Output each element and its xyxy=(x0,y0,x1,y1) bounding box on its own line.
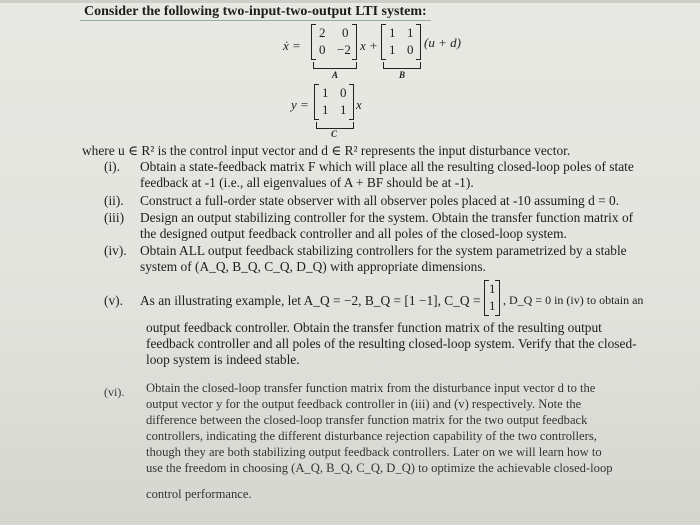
matrix-a-underbrace xyxy=(313,62,357,69)
matrix-b-21: 1 xyxy=(389,42,396,57)
page-title: Consider the following two-input-two-output LTI system: xyxy=(80,4,431,21)
matrix-b-label: B xyxy=(399,70,406,80)
matrix-c xyxy=(314,84,354,120)
item-vi-line-7: control performance. xyxy=(146,487,252,501)
output-eq-lhs: y = xyxy=(291,97,309,112)
item-iv-line-1: Obtain ALL output feedback stabilizing controllers for the system parametrized by a stable xyxy=(140,243,627,258)
item-v-line-1b: , D_Q = 0 in (iv) to obtain an xyxy=(503,293,644,307)
item-v-line-4: loop system is indeed stable. xyxy=(146,352,300,367)
item-i-line-2: feedback at -1 (i.e., all eigenvalues of A + BF should be at -1). xyxy=(140,175,474,190)
matrix-a-label: A xyxy=(332,70,339,80)
item-vi-line-3: difference between the closed-loop transfer function matrix for the two output feedback xyxy=(146,413,588,427)
matrix-b xyxy=(381,24,421,60)
item-iii-number: (iii) xyxy=(104,210,125,225)
item-vi-line-4: controllers, indicating the different disturbance rejection capability of the two controllers, xyxy=(146,429,597,443)
item-ii-line-1: Construct a full-order state observer with all observer poles placed at -10 assuming d = 0. xyxy=(140,193,620,208)
output-eq-tail: x xyxy=(356,97,362,112)
item-v-number: (v). xyxy=(104,293,123,308)
matrix-b-22: 0 xyxy=(407,42,414,57)
matrix-b-underbrace xyxy=(383,62,421,69)
top-rule xyxy=(0,0,700,3)
item-iv-line-2: system of (A_Q, B_Q, C_Q, D_Q) with appropriate dimensions. xyxy=(140,259,486,274)
item-vi-number: (vi). xyxy=(104,385,125,399)
item-i-line-1: Obtain a state-feedback matrix F which will place all the resulting closed-loop poles of state xyxy=(140,159,634,174)
item-ii-number: (ii). xyxy=(104,193,124,208)
matrix-a xyxy=(311,24,357,60)
matrix-cq xyxy=(484,280,500,316)
intro-text: where u ∈ R² is the control input vector and d ∈ R² represents the input disturbance vector. xyxy=(82,143,571,158)
matrix-a-11: 2 xyxy=(319,25,326,40)
item-v-line-1: As an illustrating example, let A_Q = −2, B_Q = [1 −1], C_Q = xyxy=(140,293,481,308)
matrix-a-22: −2 xyxy=(337,42,351,57)
item-iii-line-1: Design an output stabilizing controller for the system. Obtain the transfer function matrix of xyxy=(140,210,634,225)
item-vi-line-2: output vector y for the output feedback controller in (iii) and (v) respectively. Note the xyxy=(146,397,582,411)
item-vi-line-5: though they are both stabilizing output feedback controllers. Later on we will learn how to xyxy=(146,445,602,459)
state-eq-tail: (u + d) xyxy=(424,35,461,50)
matrix-c-label: C xyxy=(331,129,338,139)
matrix-cq-2: 1 xyxy=(489,298,496,313)
matrix-b-12: 1 xyxy=(407,25,414,40)
matrix-c-underbrace xyxy=(316,122,354,129)
state-eq-plus: x + xyxy=(360,38,378,53)
item-i-number: (i). xyxy=(104,159,120,174)
item-iii-line-2: the designed output feedback controller and all poles of the closed-loop system. xyxy=(140,226,567,241)
item-iv-number: (iv). xyxy=(104,243,127,258)
matrix-c-21: 1 xyxy=(322,102,329,117)
item-v-line-2: output feedback controller. Obtain the transfer function matrix of the resulting output xyxy=(146,320,602,335)
matrix-c-12: 0 xyxy=(340,85,347,100)
matrix-cq-1: 1 xyxy=(489,281,496,296)
matrix-a-12: 0 xyxy=(342,25,349,40)
matrix-a-21: 0 xyxy=(319,42,326,57)
matrix-b-11: 1 xyxy=(389,25,396,40)
state-eq-lhs: ẋ = xyxy=(283,38,301,53)
matrix-c-22: 1 xyxy=(340,102,347,117)
item-v-line-3: feedback controller and all poles of the resulting closed-loop system. Verify that the closed- xyxy=(146,336,637,351)
matrix-c-11: 1 xyxy=(322,85,329,100)
item-vi-line-6: use the freedom in choosing (A_Q, B_Q, C_Q, D_Q) to optimize the achievable closed-loop xyxy=(146,461,613,475)
item-vi-line-1: Obtain the closed-loop transfer function matrix from the disturbance input vector d to the xyxy=(146,381,596,395)
